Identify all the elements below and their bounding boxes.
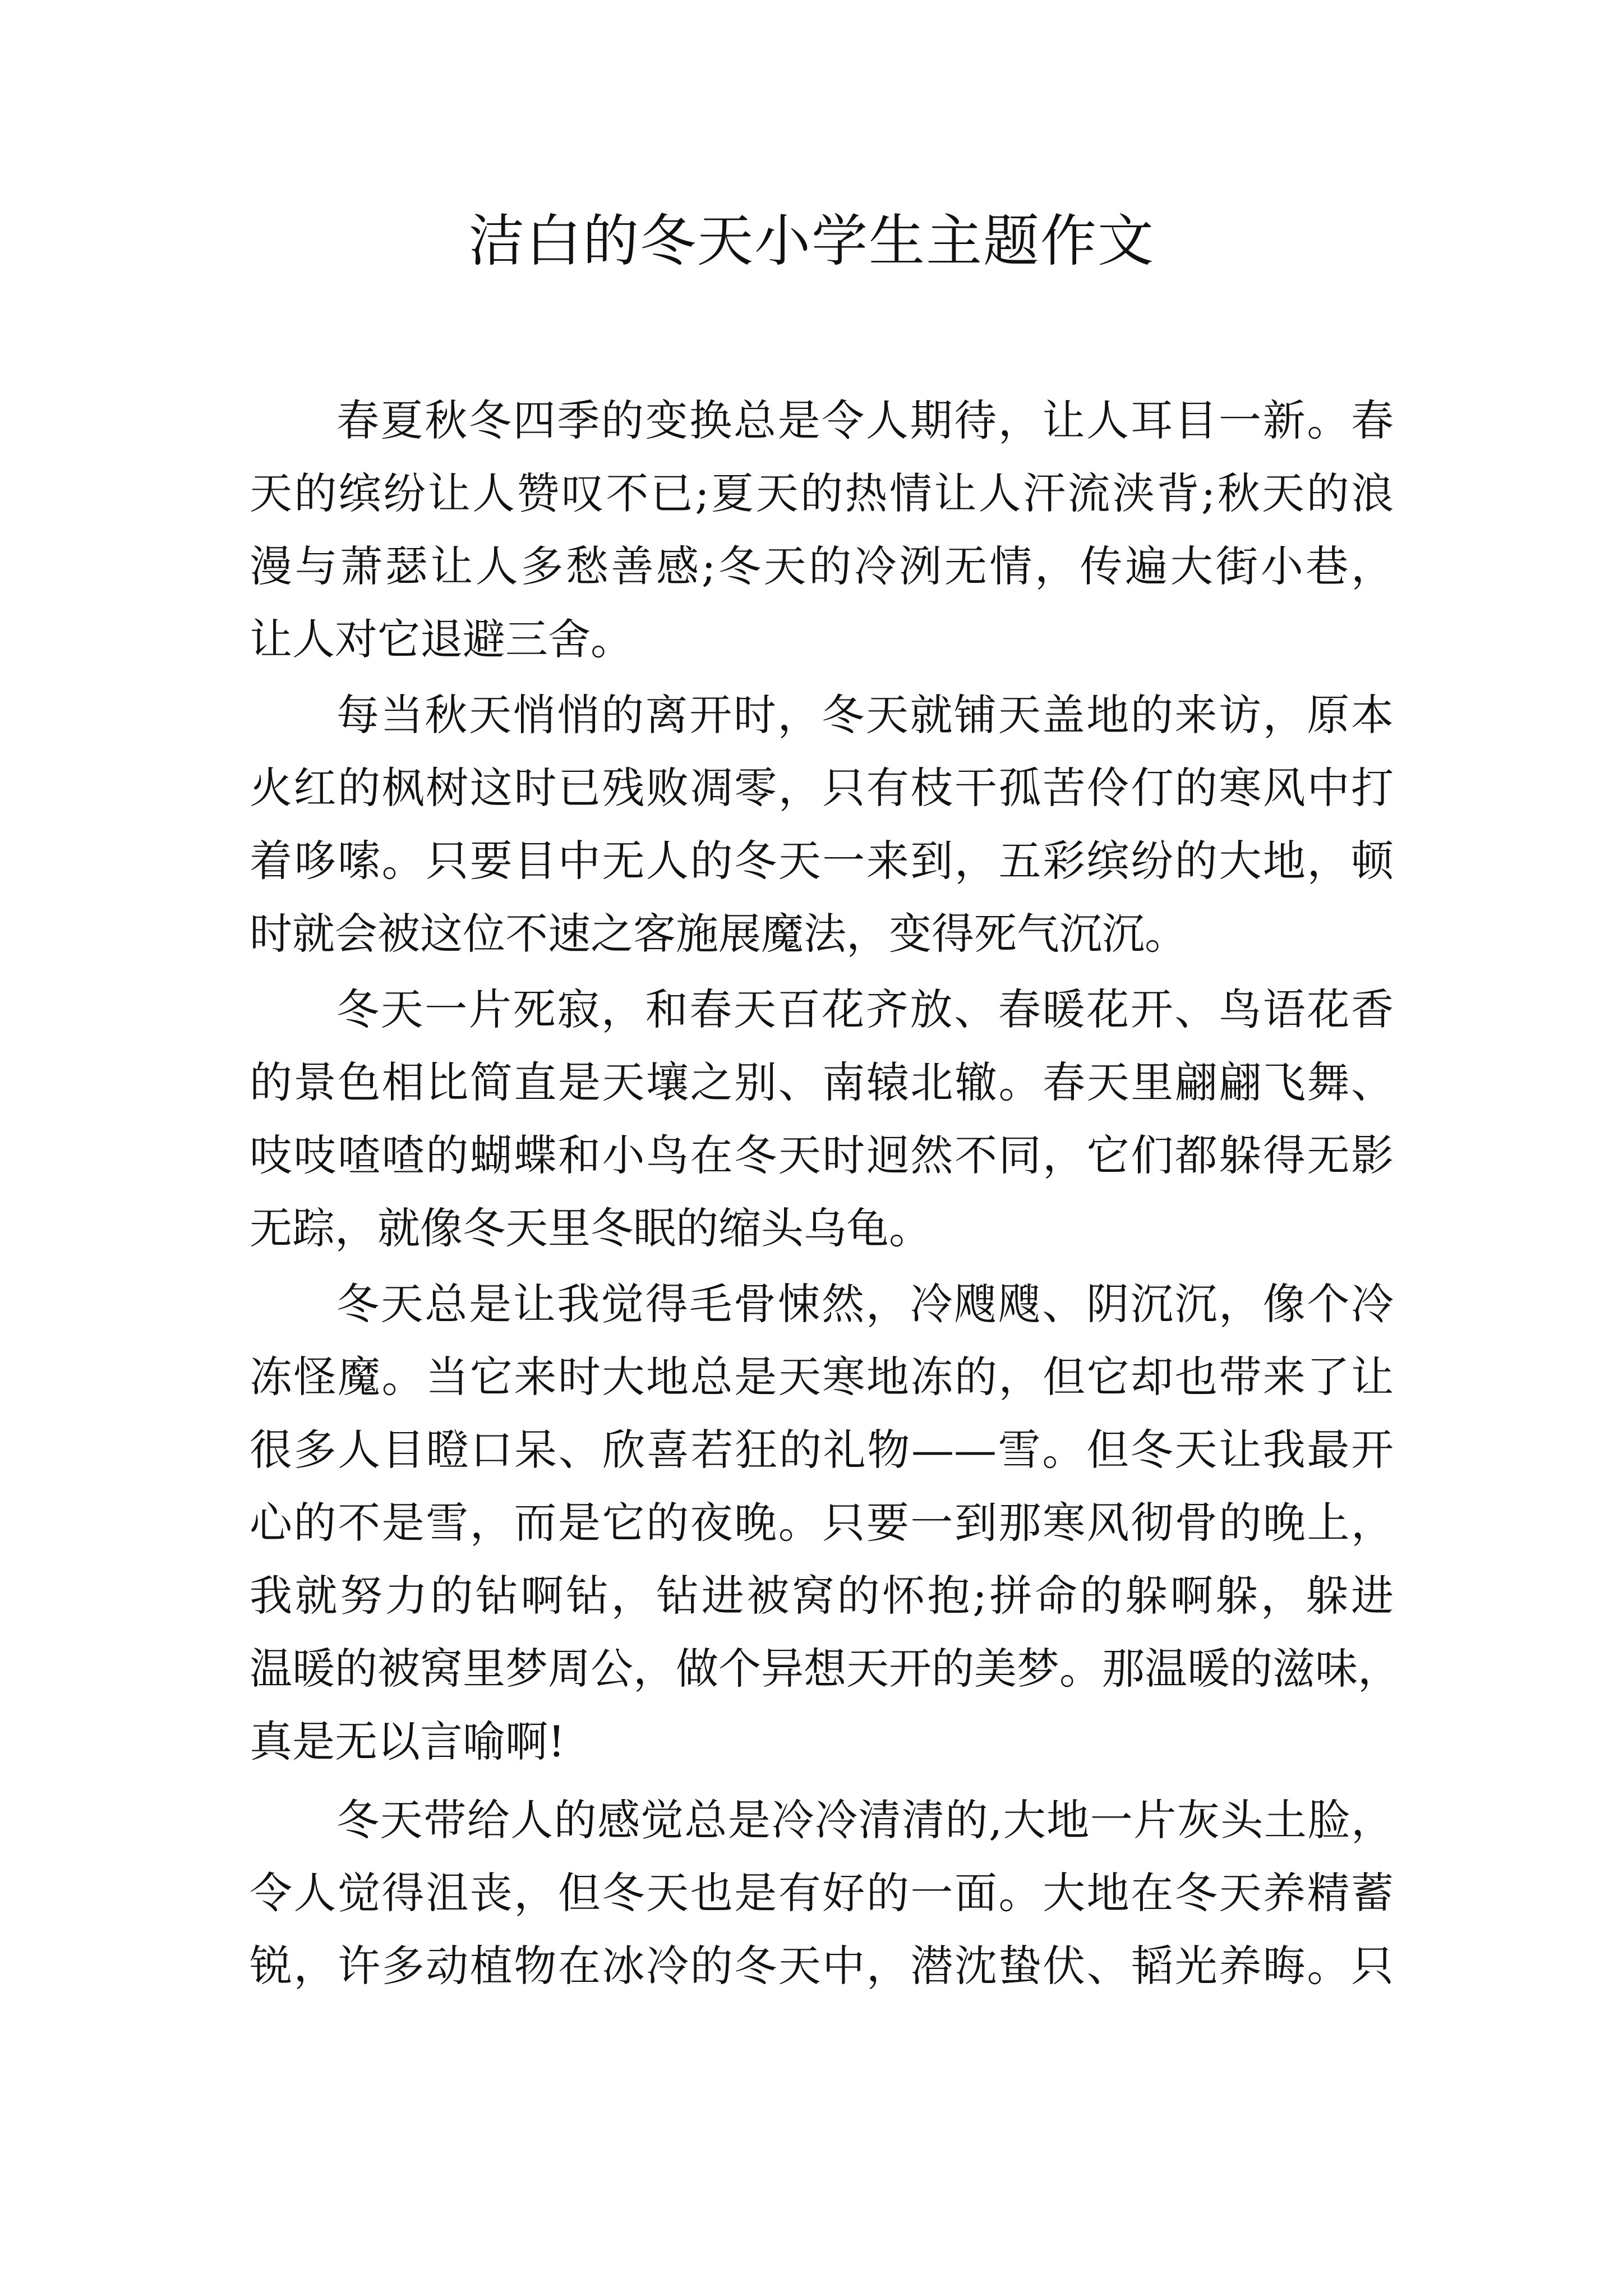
text-line: 让人对它退避三舍。 — [250, 614, 633, 664]
text-line: 冻怪魔。当它来时大地总是天寒地冻的，但它却也带来了让 — [250, 1352, 1394, 1402]
text-line: 锐，许多动植物在冰冷的冬天中，潜沈蛰伏、韬光养晦。只 — [250, 1941, 1394, 1991]
text-line: 漫与萧瑟让人多愁善感;冬天的冷洌无情，传遍大街小巷， — [250, 541, 1394, 591]
text-line: 冬天带给人的感觉总是冷冷清清的,大地一片灰头土脸， — [336, 1795, 1394, 1845]
text-line: 春夏秋冬四季的变换总是令人期待，让人耳目一新。春 — [336, 395, 1394, 445]
text-line: 温暖的被窝里梦周公，做个异想天开的美梦。那温暖的滋味， — [250, 1644, 1400, 1694]
text-line: 冬天总是让我觉得毛骨悚然，冷飕飕、阴沉沉，像个冷 — [336, 1279, 1394, 1329]
text-line: 吱吱喳喳的蝴蝶和小鸟在冬天时迥然不同，它们都躲得无影 — [250, 1130, 1394, 1180]
text-line: 天的缤纷让人赞叹不已;夏天的热情让人汗流浃背;秋天的浪 — [250, 468, 1394, 518]
text-line: 心的不是雪，而是它的夜晚。只要一到那寒风彻骨的晚上， — [250, 1498, 1394, 1548]
text-line: 真是无以言喻啊! — [250, 1717, 565, 1766]
text-line: 我就努力的钻啊钻，钻进被窝的怀抱;拼命的躲啊躲，躲进 — [250, 1571, 1394, 1621]
text-line: 着哆嗦。只要目中无人的冬天一来到，五彩缤纷的大地，顿 — [250, 836, 1394, 886]
text-line: 无踪，就像冬天里冬眠的缩头乌龟。 — [250, 1203, 932, 1253]
text-line: 令人觉得沮丧，但冬天也是有好的一面。大地在冬天养精蓄 — [250, 1868, 1394, 1918]
page-title: 洁白的冬天小学生主题作文 — [468, 208, 1155, 274]
text-line: 的景色相比简直是天壤之别、南辕北辙。春天里翩翩飞舞、 — [250, 1057, 1394, 1107]
text-line: 冬天一片死寂，和春天百花齐放、春暖花开、鸟语花香 — [336, 984, 1394, 1034]
text-line: 时就会被这位不速之客施展魔法，变得死气沉沉。 — [250, 909, 1187, 959]
text-line: 很多人目瞪口呆、欣喜若狂的礼物——雪。但冬天让我最开 — [250, 1425, 1394, 1475]
text-line: 每当秋天悄悄的离开时，冬天就铺天盖地的来访，原本 — [336, 690, 1394, 740]
text-line: 火红的枫树这时已残败凋零，只有枝干孤苦伶仃的寒风中打 — [250, 763, 1394, 813]
